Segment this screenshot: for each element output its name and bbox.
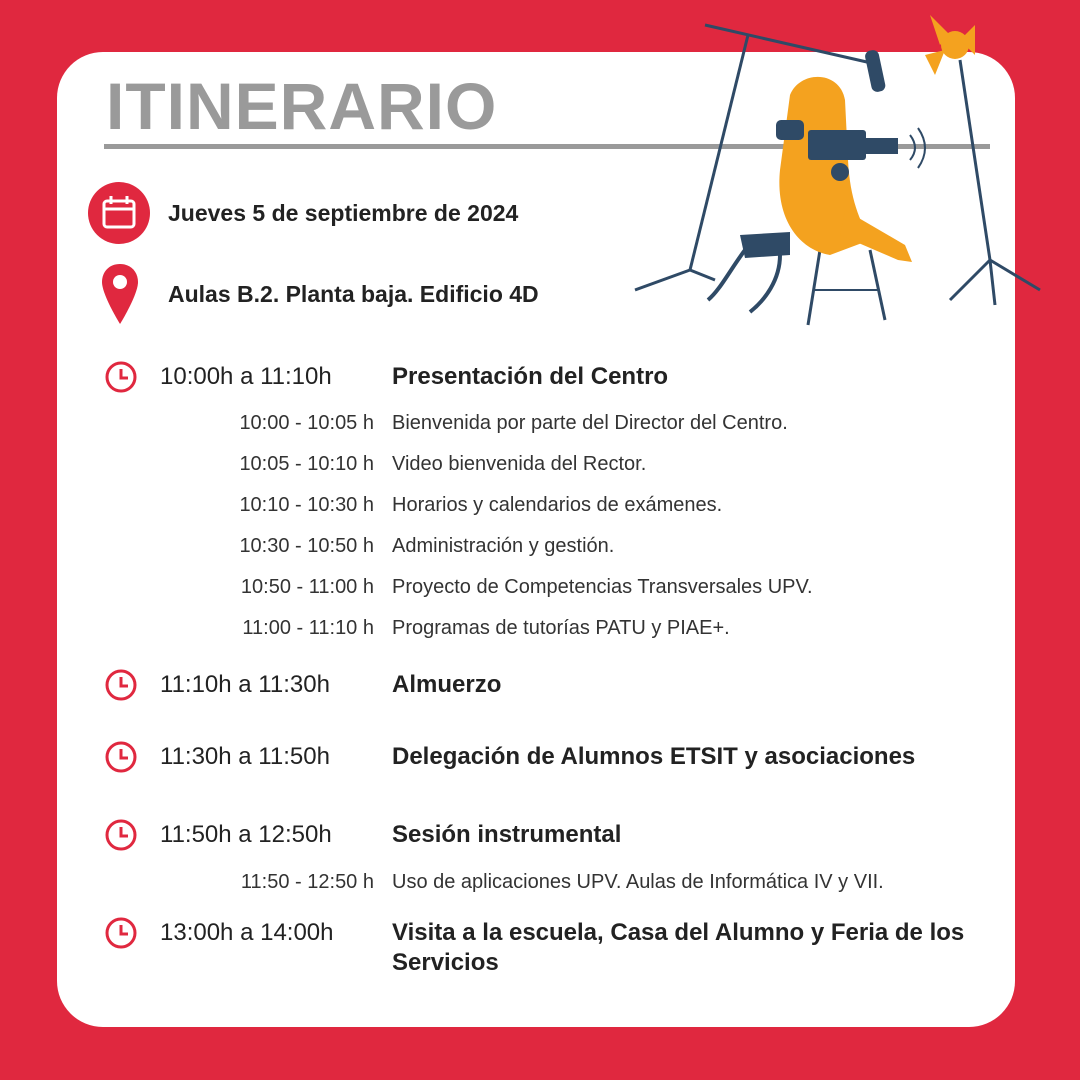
item-description: Programas de tutorías PATU y PIAE+. — [392, 617, 730, 639]
item-description: Bienvenida por parte del Director del Centro. — [392, 412, 788, 434]
clock-icon — [104, 818, 138, 852]
block-time: 10:00h a 11:10h — [160, 363, 332, 390]
schedule-item — [190, 494, 1010, 522]
event-location: Aulas B.2. Planta baja. Edificio 4D — [168, 280, 539, 307]
schedule-item — [190, 576, 1010, 604]
block-title: Almuerzo — [392, 671, 502, 698]
item-time: 10:10 - 10:30 h — [239, 494, 374, 516]
schedule-item — [190, 412, 1010, 440]
page-title: ITINERARIO — [106, 69, 498, 143]
event-date: Jueves 5 de septiembre de 2024 — [168, 199, 519, 226]
item-time: 10:50 - 11:00 h — [240, 576, 374, 598]
location-pin-icon — [100, 262, 140, 326]
block-time: 11:50h a 12:50h — [160, 821, 332, 848]
item-description: Administración y gestión. — [392, 535, 615, 557]
item-description: Video bienvenida del Rector. — [392, 453, 647, 475]
schedule-item — [190, 871, 1010, 899]
item-description: Uso de aplicaciones UPV. Aulas de Informática IV y VII. — [392, 871, 884, 893]
schedule-block — [104, 918, 965, 976]
block-title: Delegación de Alumnos ETSIT y asociaciones — [392, 743, 916, 770]
schedule-block — [104, 742, 916, 774]
clock-icon — [104, 740, 138, 774]
schedule-block — [104, 820, 622, 852]
block-title: Sesión instrumental — [392, 821, 622, 848]
item-time: 10:05 - 10:10 h — [239, 453, 374, 475]
schedule-item — [190, 617, 1010, 645]
calendar-icon — [88, 182, 150, 244]
date-row — [88, 182, 518, 244]
location-row — [88, 262, 539, 326]
clock-icon — [104, 668, 138, 702]
schedule-block — [104, 670, 502, 702]
item-time: 11:50 - 12:50 h — [240, 871, 374, 893]
block-time: 13:00h a 14:00h — [160, 919, 334, 946]
block-title: Presentación del Centro — [392, 363, 669, 390]
schedule-item — [190, 453, 1010, 481]
camera-operator-illustration — [620, 0, 1060, 340]
clock-icon — [104, 360, 138, 394]
schedule-item — [190, 535, 1010, 563]
schedule-block — [104, 362, 669, 394]
item-time: 10:00 - 10:05 h — [239, 412, 374, 434]
item-description: Horarios y calendarios de exámenes. — [392, 494, 723, 516]
clock-icon — [104, 916, 138, 950]
block-time: 11:10h a 11:30h — [160, 671, 330, 698]
item-time: 11:00 - 11:10 h — [242, 617, 374, 639]
item-time: 10:30 - 10:50 h — [239, 535, 374, 557]
block-title: Visita a la escuela, Casa del Alumno y Feria de los Servicios — [392, 919, 965, 976]
block-time: 11:30h a 11:50h — [160, 743, 330, 770]
item-description: Proyecto de Competencias Transversales UPV. — [392, 576, 813, 598]
